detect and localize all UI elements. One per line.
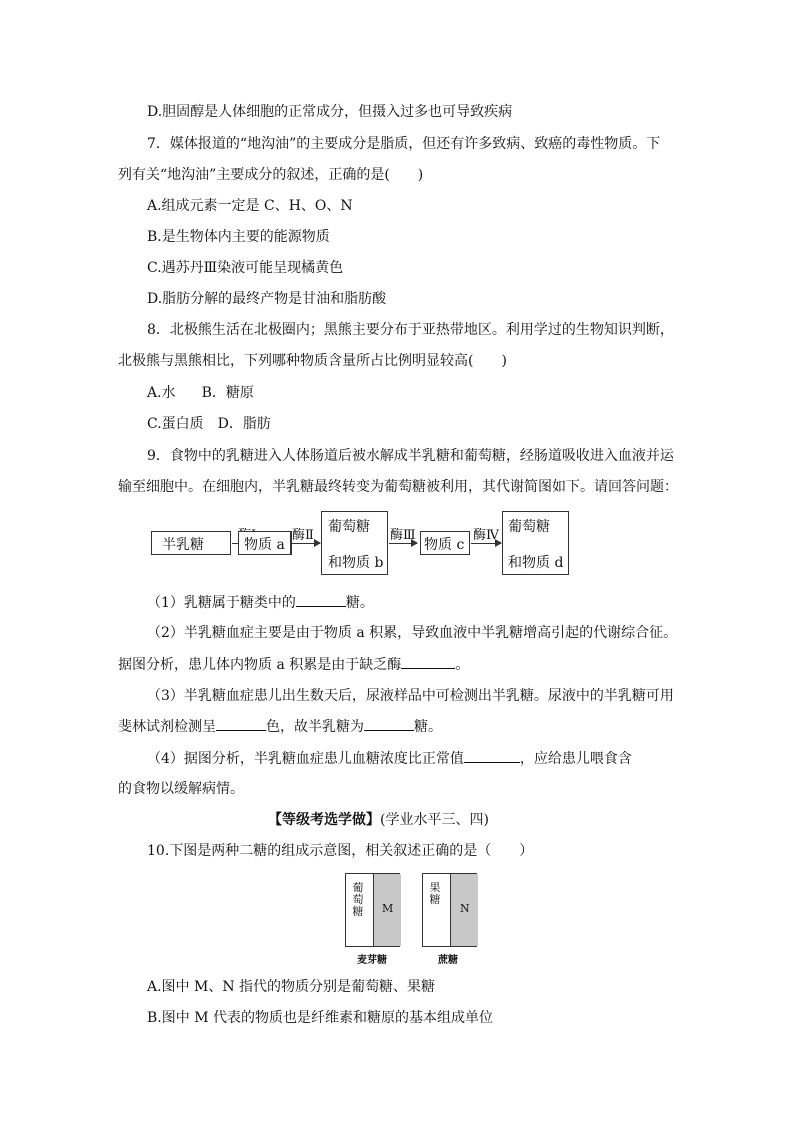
q9-sub3-text-c: 色，故半乳糖为 (266, 719, 364, 735)
q7-option-c: C.遇苏丹Ⅲ染液可能呈现橘黄色 (147, 260, 344, 276)
enzyme-2-label: 酶Ⅱ (292, 528, 314, 543)
pathway-box-glucose-b-line1: 葡萄糖 (328, 519, 370, 535)
q8-stem-line-2: 北极熊与黑熊相比，下列哪种物质含量所占比例明显较高( ) (118, 353, 507, 369)
maltose-glucose-label: 葡萄糖 (352, 881, 364, 918)
q10-option-b: B.图中 M 代表的物质也是纤维素和糖原的基本组成单位 (147, 1010, 493, 1026)
q9-sub2-text-c: 。 (455, 657, 470, 673)
pathway-arrow-2 (292, 543, 320, 544)
pathway-box-glucose-b (321, 511, 388, 575)
q8-option-a: A.水 (147, 385, 176, 401)
enzyme-3-label: 酶Ⅲ (390, 528, 416, 543)
q7-stem-line-2: 列有关“地沟油”主要成分的叙述，正确的是( ) (118, 167, 424, 183)
n-label: N (460, 902, 470, 915)
sucrose-n-block (450, 874, 478, 946)
q8-option-b: B．糖原 (201, 385, 254, 401)
pathway-box-glucose-d-line1: 葡萄糖 (508, 519, 550, 535)
q8-option-d: D．脂肪 (217, 416, 271, 432)
q9-sub3-text-b: 斐林试剂检测呈 (118, 719, 216, 735)
q9-sub4-line-2: 的食物以缓解病情。 (118, 781, 244, 797)
section-title: 【等级考选学做】 (268, 812, 380, 828)
q9-stem-line-2: 输至细胞中。在细胞内，半乳糖最终转变为葡萄糖被利用，其代谢简图如下。请回答问题： (118, 479, 678, 495)
q7-stem-line-1: 7．媒体报道的“地沟油”的主要成分是脂质，但还有许多致病、致癌的毒性物质。下 (147, 136, 661, 152)
q7-option-a: A.组成元素一定是 C、H、O、N (147, 198, 353, 214)
q9-sub4-line-1 (147, 748, 632, 769)
q9-sub3-line-2 (118, 716, 442, 737)
pathway-box-glucose-d (502, 511, 569, 575)
q9-sub4-text-a: （4）据图分析，半乳糖血症患儿血糖浓度比正常值 (147, 751, 464, 767)
enzyme-4-label: 酶Ⅳ (473, 528, 499, 543)
q9-sub3-line-1: （3）半乳糖血症患儿出生数天后，尿液样品中可检测出半乳糖。尿液中的半乳糖可用 (147, 688, 674, 704)
q10-option-a: A.图中 M、N 指代的物质分别是葡萄糖、果糖 (147, 979, 436, 995)
q9-sub3-blank-1[interactable] (216, 716, 266, 731)
pathway-arrow-4 (471, 543, 501, 544)
pathway-box-galactose (151, 531, 231, 555)
q9-sub4-text-b: ，应给患儿喂食含 (519, 751, 632, 767)
q9-sub3-blank-2[interactable] (364, 716, 414, 731)
m-label: M (382, 902, 394, 915)
section-level: (学业水平三、四) (380, 812, 489, 828)
sucrose-fructose-label: 果糖 (429, 881, 441, 906)
q8-option-c: C.蛋白质 (147, 416, 204, 432)
maltose-caption: 麦芽糖 (357, 955, 387, 966)
pathway-box-galactose-label: 半乳糖 (162, 537, 204, 553)
q8-options-row-2 (147, 414, 271, 434)
q7-option-d: D.脂肪分解的最终产物是甘油和脂肪酸 (147, 291, 387, 307)
q6-option-d: D.胆固醇是人体细胞的正常成分，但摄入过多也可导致疾病 (147, 104, 513, 120)
q9-sub4-blank[interactable] (464, 748, 520, 763)
q9-sub2-line-2 (118, 654, 469, 675)
section-header (268, 810, 489, 830)
maltose-m-block (373, 874, 401, 946)
q9-sub2-text-b: 据图分析，患儿体内物质 a 积累是由于缺乏酶 (118, 657, 402, 673)
maltose-diagram (345, 873, 400, 947)
pathway-box-glucose-b-line2: 和物质 b (328, 555, 384, 571)
q7-option-b: B.是生物体内主要的能源物质 (147, 229, 330, 245)
pathway-box-substance-a-label: 物质 a (244, 537, 285, 553)
q9-sub3-text-d: 糖。 (414, 719, 442, 735)
sucrose-caption: 蔗糖 (438, 955, 458, 966)
pathway-box-substance-c (420, 531, 470, 555)
pathway-box-substance-a-frame (238, 531, 291, 555)
q8-options-row-1 (147, 383, 254, 403)
q9-sub2-blank[interactable] (401, 654, 455, 669)
q9-sub1-blank[interactable] (296, 592, 346, 607)
pathway-box-substance-c-label: 物质 c (424, 537, 465, 553)
pathway-box-glucose-d-line2: 和物质 d (508, 555, 564, 571)
q9-sub2-line-1: （2）半乳糖血症主要是由于物质 a 积累，导致血液中半乳糖增高引起的代谢综合征。 (147, 625, 678, 641)
q10-stem: 10.下图是两种二糖的组成示意图，相关叙述正确的是（ ） (147, 843, 534, 859)
q9-sub1 (147, 592, 374, 613)
sucrose-diagram (422, 873, 477, 947)
q9-stem-line-1: 9．食物中的乳糖进入人体肠道后被水解成半乳糖和葡萄糖，经肠道吸收进入血液并运 (147, 448, 674, 464)
q9-sub1-text-a: （1）乳糖属于糖类中的 (147, 595, 296, 611)
q9-sub1-text-b: 糖。 (345, 595, 374, 611)
pathway-arrow-3 (389, 543, 417, 544)
q8-stem-line-1: 8．北极熊生活在北极圈内；黑熊主要分布于亚热带地区。利用学过的生物知识判断， (147, 322, 674, 338)
